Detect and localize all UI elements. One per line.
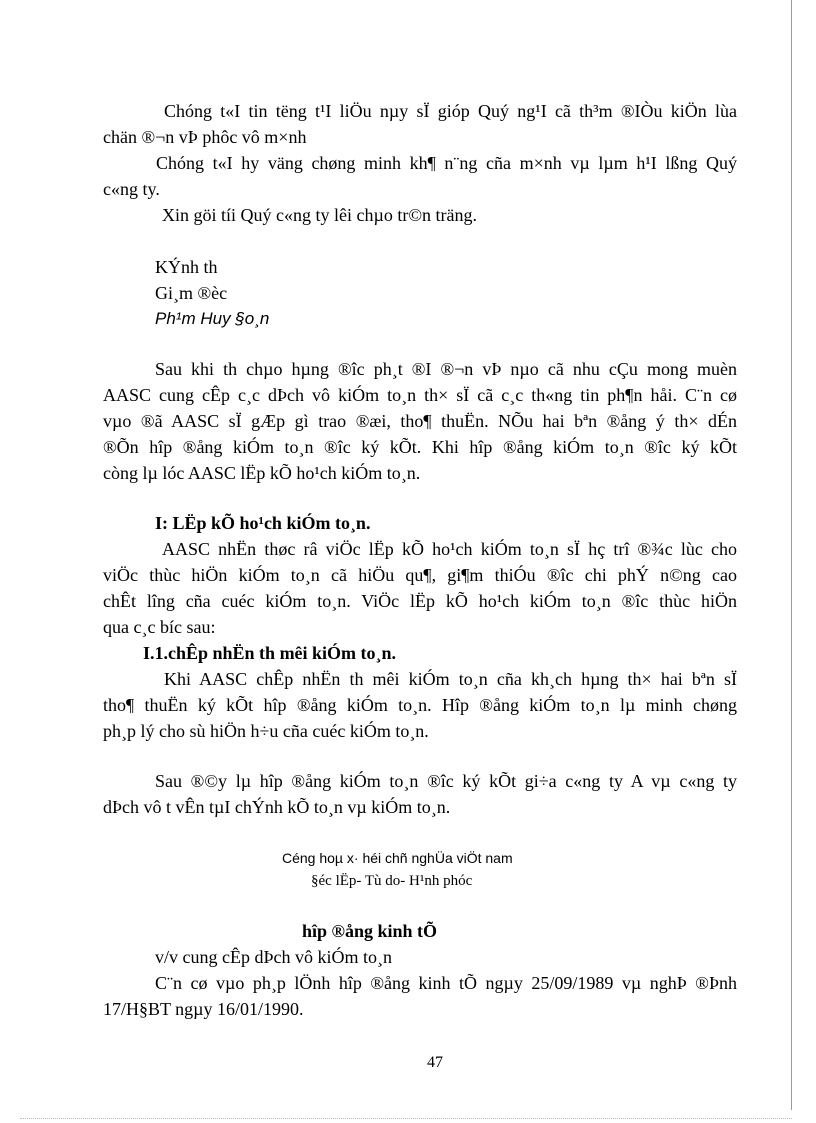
body-2-line-2: dÞch vô t vÊn tµI chÝnh kÕ to¸n vµ kiÓm to¸n.	[103, 797, 451, 817]
paragraph-1-line-1: Chóng t«I tin tëng t¹I liÖu nµy sÏ gióp Quý ng¹I cã th³m ®IÒu kiÖn lùa	[164, 101, 737, 121]
section-1-1-line-2: tho¶ thuËn ký kÕt hîp ®ång kiÓm to¸n. Hîp ®ång kiÓm to¸n lµ minh chøng	[103, 695, 737, 715]
paragraph-3: Xin göi tíi Quý c«ng ty lêi chµo tr©n träng.	[162, 205, 477, 225]
page-border-right	[791, 0, 792, 1110]
body-1-line-2: AASC cung cÊp c¸c dÞch vô kiÓm to¸n th× sÏ cã c¸c th«ng tin ph¶n håi. C¨n cø	[103, 385, 737, 405]
contract-line-2: 17/H§BT ngµy 16/01/1990.	[103, 999, 304, 1019]
section-1-1-line-3: ph¸p lý cho sù hiÖn h÷u cña cuéc kiÓm to¸n.	[103, 721, 429, 741]
section-1-line-4: qua c¸c bíc sau:	[103, 617, 216, 637]
signature-closing: KÝnh th	[155, 257, 218, 277]
body-1-line-1: Sau khi th chµo hµng ®îc ph¸t ®I ®¬n vÞ nµo cã nhu cÇu mong muèn	[155, 359, 737, 379]
contract-subject: v/v cung cÊp dÞch vô kiÓm to¸n	[155, 947, 392, 967]
paragraph-1-line-2: chän ®¬n vÞ phôc vô m×nh	[103, 127, 307, 147]
paragraph-2-line-1: Chóng t«I hy väng chøng minh kh¶ n¨ng cña m×nh vµ lµm h¹I lßng Quý	[156, 153, 737, 173]
body-2-line-1: Sau ®©y lµ hîp ®ång kiÓm to¸n ®îc ký kÕt gi÷a c«ng ty A vµ c«ng ty	[155, 771, 737, 791]
section-1-1-line-1: Khi AASC chÊp nhËn th mêi kiÓm to¸n cña kh¸ch hµng th× hai bªn sÏ	[164, 669, 737, 689]
paragraph-2-line-2: c«ng ty.	[103, 179, 160, 199]
section-1-line-3: chÊt lîng cña cuéc kiÓm to¸n. ViÖc lËp kÕ ho¹ch kiÓm to¸n ®îc thùc hiÖn	[103, 591, 737, 611]
page-border-bottom	[20, 1118, 792, 1119]
national-motto: §éc lËp- Tù do- H¹nh phóc	[311, 873, 473, 889]
section-1-heading: I: LËp kÕ ho¹ch kiÓm to¸n.	[155, 513, 371, 533]
signature-name: Ph¹m Huy §o¸n	[155, 309, 270, 328]
body-1-line-4: ®Õn hîp ®ång kiÓm to¸n ®îc ký kÕt. Khi hîp ®ång kiÓm to¸n ®îc ký kÕt	[103, 437, 737, 457]
section-1-line-2: viÖc thùc hiÖn kiÓm to¸n cã hiÖu qu¶, gi¶m thiÓu ®îc chi phÝ n©ng cao	[103, 565, 737, 585]
page-number: 47	[427, 1054, 443, 1071]
signature-title: Gi¸m ®èc	[155, 283, 228, 303]
section-1-1-heading: I.1.chÊp nhËn th mêi kiÓm to¸n.	[143, 643, 397, 663]
contract-title: hîp ®ång kinh tÕ	[302, 921, 438, 941]
national-title: Céng hoµ x· héi chñ nghÜa viÖt nam	[282, 850, 513, 866]
contract-line-1: C¨n cø vµo ph¸p lÖnh hîp ®ång kinh tÕ ngµy 25/09/1989 vµ nghÞ ®Þnh	[155, 973, 737, 993]
body-1-line-5: còng lµ lóc AASC lËp kÕ ho¹ch kiÓm to¸n.	[103, 463, 421, 483]
section-1-line-1: AASC nhËn thøc râ viÖc lËp kÕ ho¹ch kiÓm to¸n sÏ hç trî ®¾c lùc cho	[162, 539, 737, 559]
body-1-line-3: vµo ®ã AASC sÏ gÆp gì trao ®æi, tho¶ thuËn. NÕu hai bªn ®ång ý th× dÉn	[103, 411, 737, 431]
